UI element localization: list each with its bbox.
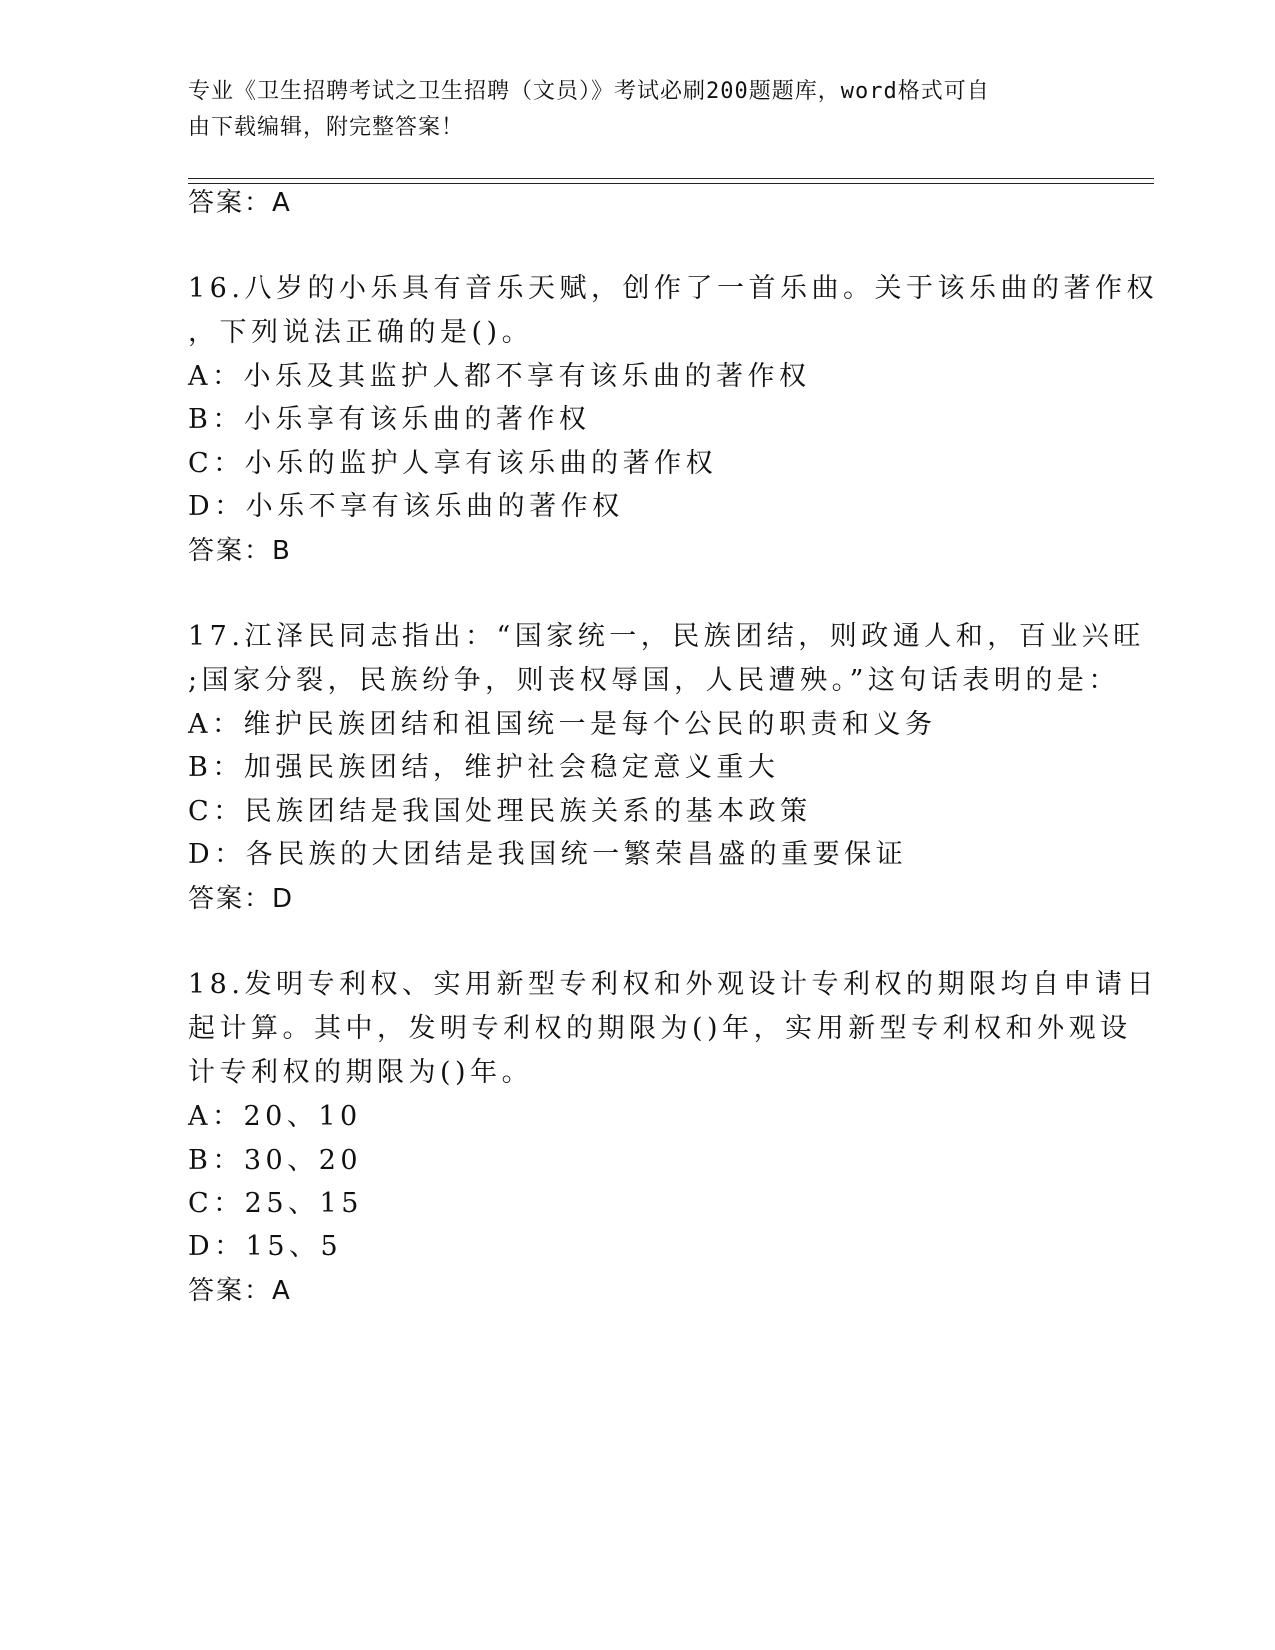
- question-18-option-d: D：15、5: [188, 1231, 343, 1262]
- answer-previous: 答案：A: [188, 188, 292, 218]
- question-16-line-2: ，下列说法正确的是()。: [188, 317, 534, 348]
- question-16-option-a: A：小乐及其监护人都不享有该乐曲的著作权: [188, 361, 811, 392]
- header-line-1: 专业《卫生招聘考试之卫生招聘（文员）》考试必刷200题题库，word格式可自: [188, 79, 990, 104]
- question-17-option-c: C：民族团结是我国处理民族关系的基本政策: [188, 796, 812, 827]
- question-16-option-b: B：小乐享有该乐曲的著作权: [188, 404, 591, 435]
- header-divider-bottom: [188, 183, 1154, 184]
- question-17-option-b: B：加强民族团结，维护社会稳定意义重大: [188, 752, 780, 783]
- question-18-option-c: C：25、15: [188, 1188, 363, 1219]
- question-17-option-a: A：维护民族团结和祖国统一是每个公民的职责和义务: [188, 709, 937, 740]
- answer-question-16: 答案：B: [188, 536, 292, 566]
- header-line-2: 由下载编辑，附完整答案！: [188, 115, 465, 140]
- question-17-line-1: 17.江泽民同志指出：“国家统一，民族团结，则政通人和，百业兴旺: [188, 621, 1145, 652]
- question-18-line-2: 起计算。其中，发明专利权的期限为()年，实用新型专利权和外观设: [188, 1013, 1132, 1044]
- header-divider-top: [188, 178, 1154, 179]
- question-18-line-3: 计专利权的期限为()年。: [188, 1057, 534, 1088]
- question-18-option-b: B：30、20: [188, 1145, 363, 1176]
- question-18-option-a: A：20、10: [188, 1101, 362, 1132]
- question-18-line-1: 18.发明专利权、实用新型专利权和外观设计专利权的期限均自申请日: [188, 969, 1158, 1000]
- question-16-line-1: 16.八岁的小乐具有音乐天赋，创作了一首乐曲。关于该乐曲的著作权: [188, 273, 1158, 304]
- question-17-line-2: ;国家分裂，民族纷争，则丧权辱国，人民遭殃。”这句话表明的是：: [188, 665, 1120, 696]
- answer-question-17: 答案：D: [188, 884, 295, 914]
- answer-question-18: 答案：A: [188, 1276, 292, 1306]
- question-16-option-d: D：小乐不享有该乐曲的著作权: [188, 491, 624, 522]
- document-header: [188, 74, 1088, 146]
- question-17-option-d: D：各民族的大团结是我国统一繁荣昌盛的重要保证: [188, 839, 908, 870]
- question-16-option-c: C：小乐的监护人享有该乐曲的著作权: [188, 448, 718, 479]
